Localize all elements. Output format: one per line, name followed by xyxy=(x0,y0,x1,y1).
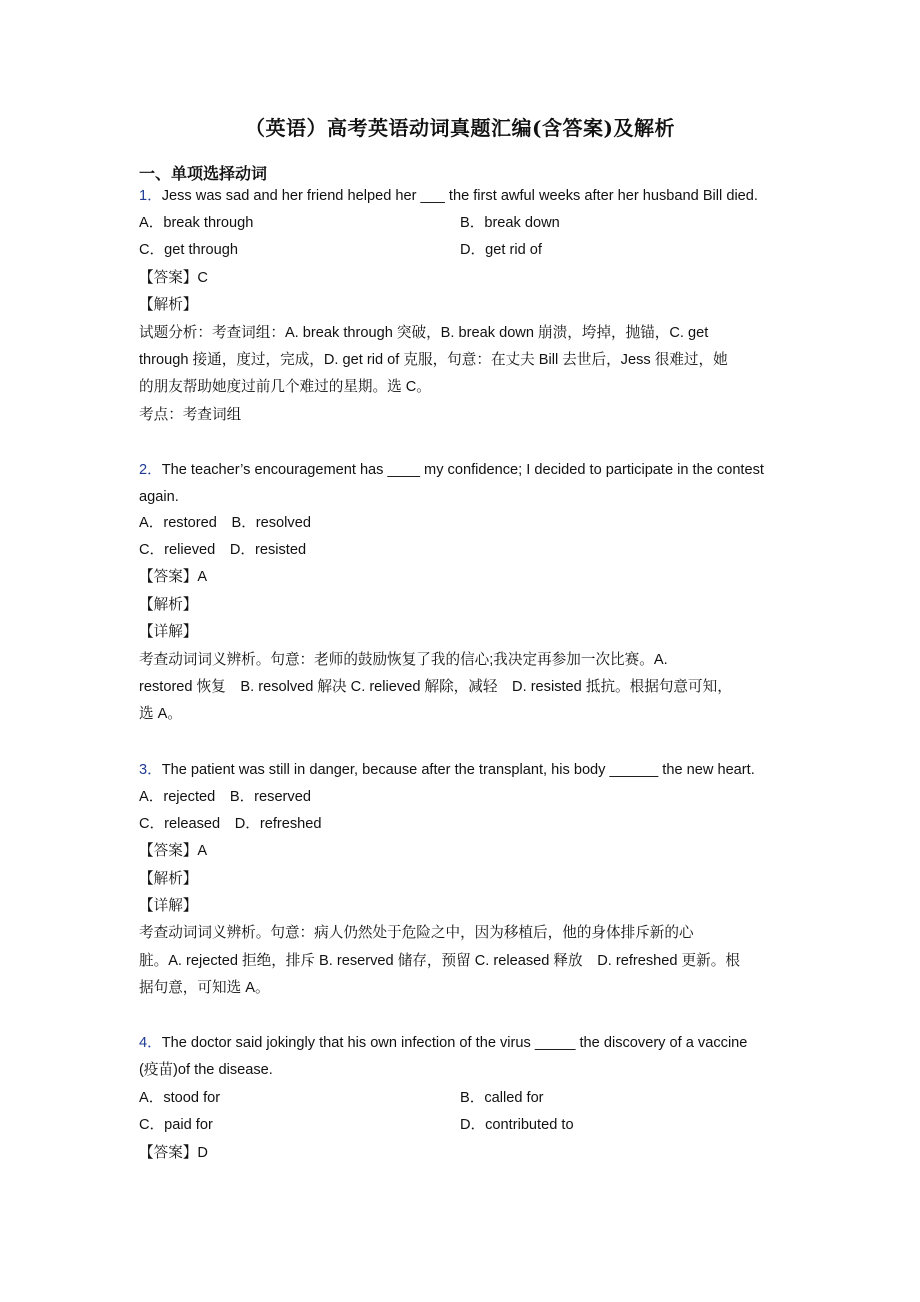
question-2-options-ab: A．restored B．resolved xyxy=(139,515,311,531)
question-1-point: 考点：考查词组 xyxy=(139,407,242,423)
question-2-answer: 【答案】A xyxy=(139,569,208,585)
question-3-stem: 3．The patient was still in danger, because after the transplant, his body ______ the new heart. xyxy=(139,762,755,778)
question-2-analysis-line: 考查动词词义辨析。句意：老师的鼓励恢复了我的信心;我决定再参加一次比赛。A. xyxy=(139,652,668,668)
question-1-analysis-line: through 接通，度过，完成，D. get rid of 克服，句意：在丈夫 Bill 去世后，Jess 很难过，她 xyxy=(139,352,728,368)
question-4-option-b: B．called for xyxy=(460,1090,544,1106)
question-2-analysis-line: 选 A。 xyxy=(139,706,182,722)
question-number: 4． xyxy=(139,1035,162,1051)
question-1-analysis-line: 的朋友帮助她度过前几个难过的星期。选 C。 xyxy=(139,379,431,395)
question-2-analysis-line: restored 恢复 B. resolved 解决 C. relieved 解除，减轻 D. resisted 抵抗。根据句意可知， xyxy=(139,679,732,695)
question-number: 2． xyxy=(139,462,162,478)
question-3-analysis-line: 脏。A. rejected 拒绝，排斥 B. reserved 储存，预留 C. released 释放 D. refreshed 更新。根 xyxy=(139,953,740,969)
question-4-answer: 【答案】D xyxy=(139,1145,208,1161)
question-4-option-a: A．stood for xyxy=(139,1090,221,1106)
question-3-analysis-line: 据句意，可知选 A。 xyxy=(139,980,270,996)
page-title: （英语）高考英语动词真题汇编(含答案)及解析 xyxy=(245,116,675,140)
question-number: 1． xyxy=(139,188,162,204)
question-4-option-c: C．paid for xyxy=(139,1117,213,1133)
question-1-option-d: D．get rid of xyxy=(460,242,542,258)
question-1-option-c: C．get through xyxy=(139,242,238,258)
question-3-answer: 【答案】A xyxy=(139,843,208,859)
section-title: 一、单项选择动词 xyxy=(139,164,268,183)
question-3-options-ab: A．rejected B．reserved xyxy=(139,789,311,805)
question-3-options-cd: C．released D．refreshed xyxy=(139,816,322,832)
question-number: 3． xyxy=(139,762,162,778)
question-2-options-cd: C．relieved D．resisted xyxy=(139,542,307,558)
question-2-stem: 2．The teacher’s encouragement has ____ my confidence; I decided to participate in the contest xyxy=(139,462,764,478)
question-3-analysis-label: 【解析】 xyxy=(139,871,198,887)
question-4-option-d: D．contributed to xyxy=(460,1117,574,1133)
question-3-detail-label: 【详解】 xyxy=(139,898,198,914)
question-2-analysis-label: 【解析】 xyxy=(139,597,198,613)
question-2-stem-cont: again. xyxy=(139,489,179,505)
question-4-stem-cont: (疫苗)of the disease. xyxy=(139,1062,273,1078)
question-1-analysis-label: 【解析】 xyxy=(139,297,198,313)
question-2-detail-label: 【详解】 xyxy=(139,624,198,640)
question-1-analysis-line: 试题分析：考查词组：A. break through 突破，B. break down 崩溃，垮掉，抛锚，C. get xyxy=(139,325,709,341)
question-1-answer: 【答案】C xyxy=(139,270,208,286)
question-3-analysis-line: 考查动词词义辨析。句意：病人仍然处于危险之中，因为移植后，他的身体排斥新的心 xyxy=(139,925,694,941)
question-4-stem: 4．The doctor said jokingly that his own infection of the virus _____ the discovery of a vaccine xyxy=(139,1035,748,1051)
question-1-option-b: B．break down xyxy=(460,215,560,231)
question-1-option-a: A．break through xyxy=(139,215,254,231)
question-1-stem: 1．Jess was sad and her friend helped her ___ the first awful weeks after her husband Bill died. xyxy=(139,188,758,204)
